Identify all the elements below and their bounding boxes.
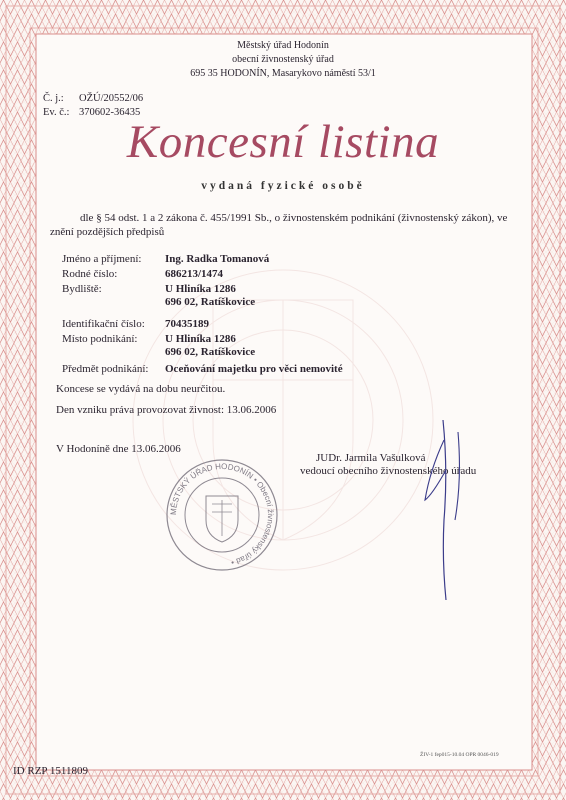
- office-address: 695 35 HODONÍN, Masarykovo náměstí 53/1: [190, 68, 376, 79]
- residence-city: 696 02, Ratíškovice: [165, 296, 256, 308]
- print-code: ŽIV-1 fep015-10.04 OPR 0046-019: [420, 752, 499, 758]
- birth-number: 686213/1474: [165, 268, 224, 280]
- document-subtitle: vydaná fyzické osobě: [201, 180, 365, 192]
- residence-label: Bydliště:: [62, 283, 102, 295]
- case-number-label: Č. j.:: [43, 93, 64, 104]
- name-label: Jméno a příjmení:: [62, 253, 142, 265]
- id-number-label: Identifikační číslo:: [62, 318, 145, 330]
- holder-name: Ing. Radka Tomanová: [165, 253, 270, 265]
- business-place-label: Místo podnikání:: [62, 333, 138, 345]
- business-subject-label: Předmět podnikání:: [62, 363, 149, 375]
- document-title: Koncesní listina: [126, 116, 440, 168]
- office-name: Městský úřad Hodonín: [237, 40, 329, 51]
- business-subject: Oceňování majetku pro věci nemovité: [165, 363, 343, 375]
- svg-text:MĚSTSKÝ ÚŘAD HODONÍN • Obecní: MĚSTSKÝ ÚŘAD HODONÍN • Obecní živnostenský úřad •: [168, 461, 276, 568]
- residence-street: U Hliníka 1286: [165, 283, 236, 295]
- registry-number-label: Ev. č.:: [43, 107, 70, 118]
- id-rzp: ID RZP 1511809: [13, 765, 88, 777]
- place-and-date: V Hodoníně dne 13.06.2006: [56, 443, 181, 455]
- birth-number-label: Rodné číslo:: [62, 268, 118, 280]
- office-department: obecní živnostenský úřad: [232, 54, 334, 65]
- id-number: 70435189: [165, 318, 209, 330]
- signatory-role: vedoucí obecního živnostenského úřadu: [300, 465, 477, 477]
- legal-basis-line2: znění pozdějších předpisů: [50, 226, 165, 238]
- legal-basis-line1: dle § 54 odst. 1 a 2 zákona č. 455/1991 Sb., o živnostenském podnikání (živnostenský zákon), ve: [80, 212, 508, 224]
- right-origin-date: Den vzniku práva provozovat živnost: 13.06.2006: [56, 404, 277, 416]
- signatory-name: JUDr. Jarmila Vašulková: [316, 452, 426, 464]
- business-place-city: 696 02, Ratíškovice: [165, 346, 256, 358]
- case-number: OŽÚ/20552/06: [79, 93, 144, 104]
- business-place-street: U Hliníka 1286: [165, 333, 236, 345]
- registry-number: 370602-36435: [79, 107, 141, 118]
- licence-duration: Koncese se vydává na dobu neurčitou.: [56, 383, 226, 395]
